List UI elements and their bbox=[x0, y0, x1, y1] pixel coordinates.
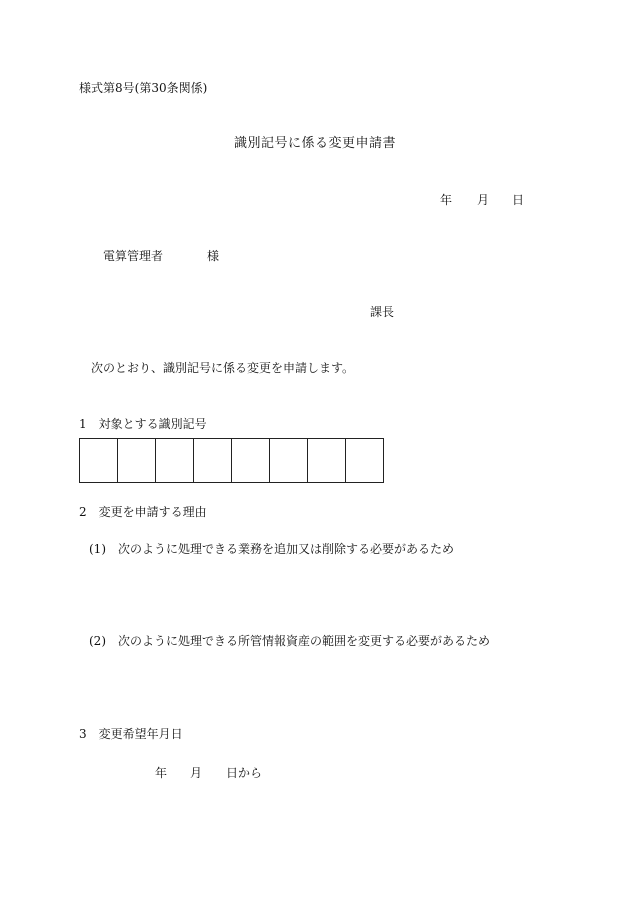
intro-text: 次のとおり、識別記号に係る変更を申請します。 bbox=[91, 361, 355, 375]
code-box[interactable] bbox=[80, 438, 118, 483]
code-box[interactable] bbox=[232, 438, 270, 483]
code-box[interactable] bbox=[194, 438, 232, 483]
date-day-label: 日 bbox=[512, 193, 525, 207]
reason-item-2: (2) 次のように処理できる所管情報資産の範囲を変更する必要があるため bbox=[89, 634, 491, 648]
section2-heading: 2 変更を申請する理由 bbox=[79, 505, 207, 519]
date-month-label: 月 bbox=[477, 193, 490, 207]
code-box[interactable] bbox=[346, 438, 384, 483]
change-month-label: 月 bbox=[190, 766, 203, 780]
honorific: 様 bbox=[207, 249, 220, 263]
change-day-from-label: 日から bbox=[226, 766, 263, 780]
addressee: 電算管理者 bbox=[103, 249, 164, 263]
section3-heading: 3 変更希望年月日 bbox=[79, 727, 183, 741]
change-year-label: 年 bbox=[155, 766, 168, 780]
date-year-label: 年 bbox=[440, 193, 453, 207]
code-box[interactable] bbox=[118, 438, 156, 483]
code-box[interactable] bbox=[270, 438, 308, 483]
code-box[interactable] bbox=[308, 438, 346, 483]
section1-heading: 1 対象とする識別記号 bbox=[79, 417, 207, 431]
reason-item-1: (1) 次のように処理できる業務を追加又は削除する必要があるため bbox=[89, 542, 455, 556]
form-number-header: 様式第8号(第30条関係) bbox=[79, 81, 208, 95]
identification-code-boxes bbox=[79, 438, 384, 483]
applicant-title: 課長 bbox=[370, 305, 395, 319]
code-box[interactable] bbox=[156, 438, 194, 483]
document-title: 識別記号に係る変更申請書 bbox=[233, 136, 396, 151]
